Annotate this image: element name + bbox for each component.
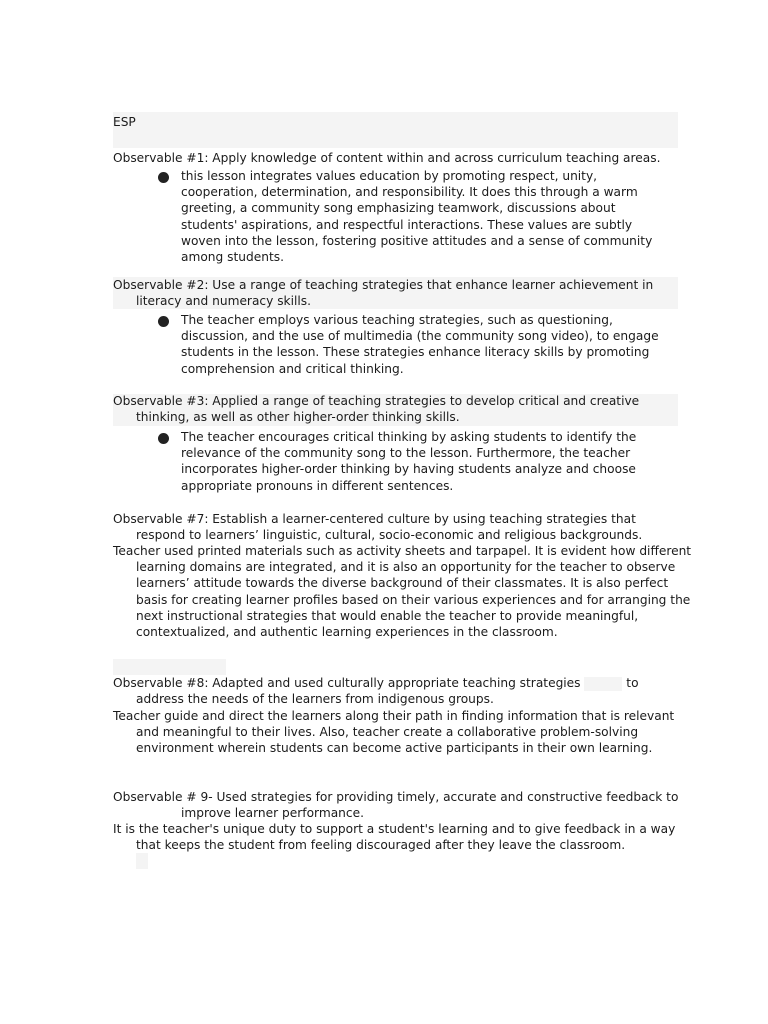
observable-8-heading: Observable #8: Adapted and used culturally appropriate teaching strategies to address the needs of the learners from indigenous groups. bbox=[113, 676, 639, 707]
observable-1-heading: Observable #1: Apply knowledge of content within and across curriculum teaching areas. bbox=[113, 151, 661, 165]
highlight-trailing-mark bbox=[136, 853, 148, 869]
observable-2-bullet bbox=[113, 312, 675, 377]
bullet-icon bbox=[158, 172, 169, 183]
bullet-icon bbox=[158, 316, 169, 327]
observable-9-body: It is the teacher's unique duty to support a student's learning and to give feedback in a way that keeps the student from feeling discouraged after they leave the classroom. bbox=[113, 822, 676, 853]
subject-title: ESP bbox=[113, 115, 136, 129]
observable-9-heading: Observable # 9- Used strategies for providing timely, accurate and constructive feedback to improve learner performance. bbox=[113, 790, 679, 821]
observable-8-body: Teacher guide and direct the learners along their path in finding information that is relevant and meaningful to their lives. Also, teacher create a collaborative problem-solving environment wherein students can become active participants in their own learning. bbox=[113, 709, 675, 756]
observable-3-heading: Observable #3: Applied a range of teaching strategies to develop critical and creative thinking, as well as other higher-order thinking skills. bbox=[113, 394, 640, 425]
blank-gap bbox=[584, 677, 622, 691]
observable-7-heading: Observable #7: Establish a learner-centered culture by using teaching strategies that respond to learners’ linguistic, cultural, socio-economic and religious backgrounds. bbox=[113, 512, 643, 543]
observable-7-body: Teacher used printed materials such as activity sheets and tarpapel. It is evident how different learning domains are integrated, and it is also an opportunity for the teacher to observe learners’ attitude towards the diverse background of their classmates. It is also perfect basis for creating learner profiles based on their various experiences and for arranging the next instructional strategies that would enable the teacher to provide meaningful, contextualized, and authentic learning experiences in the classroom. bbox=[113, 544, 692, 640]
bullet-text: The teacher encourages critical thinking by asking students to identify the relevance of the community song to the lesson. Furthermore, the teacher incorporates higher-order thinking by having students analyze and choose appropriate pronouns in different sentences. bbox=[181, 430, 637, 493]
observable-2-heading: Observable #2: Use a range of teaching strategies that enhance learner achievement in literacy and numeracy skills. bbox=[113, 278, 654, 309]
observable-1-bullet bbox=[113, 168, 673, 265]
bullet-icon bbox=[158, 433, 169, 444]
bullet-text: The teacher employs various teaching strategies, such as questioning, discussion, and the use of multimedia (the community song video), to engage students in the lesson. These strategies enhance literacy skills by promoting comprehension and critical thinking. bbox=[181, 313, 659, 376]
bullet-text: this lesson integrates values education by promoting respect, unity, cooperation, determination, and responsibility. It does this through a warm greeting, a community song emphasizing teamwork, discussions about students' aspirations, and respectful interactions. These values are subtly woven into the lesson, fostering positive attitudes and a sense of community among students. bbox=[181, 169, 653, 265]
observable-3-bullet bbox=[113, 429, 659, 494]
highlight-blank-line bbox=[113, 659, 226, 675]
